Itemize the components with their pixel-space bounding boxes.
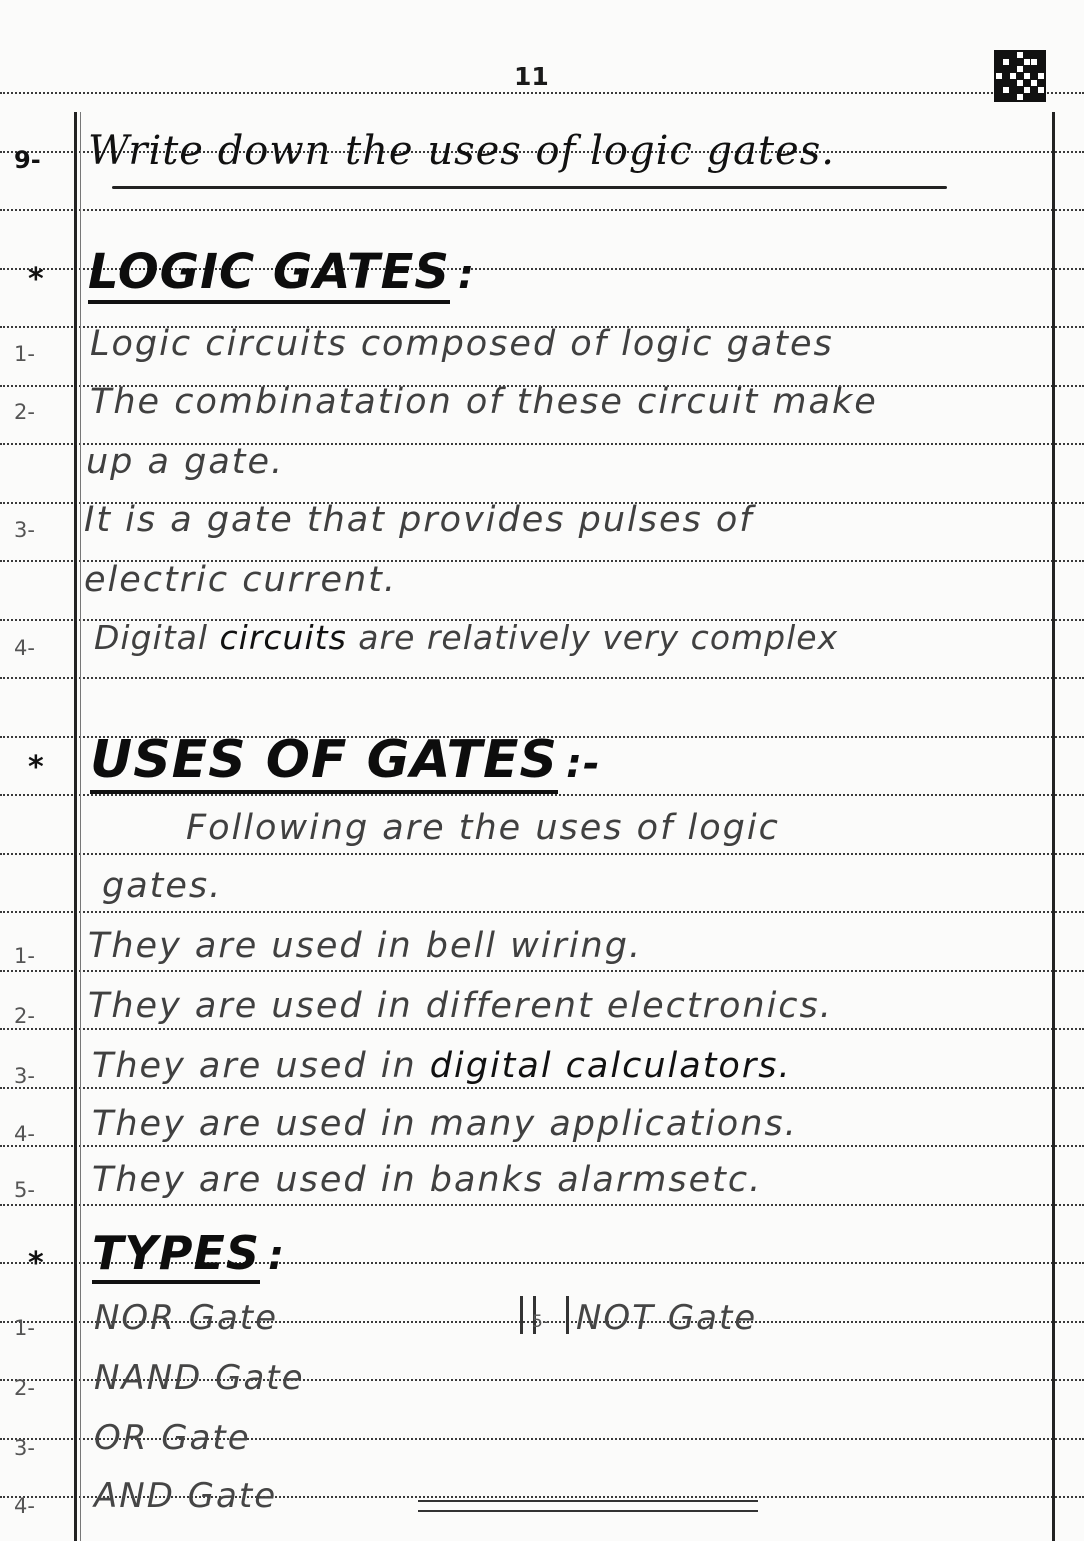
- list-item-text: up a gate.: [86, 442, 285, 482]
- qr-code-icon: [994, 50, 1046, 102]
- gate-type-item: OR Gate: [94, 1418, 251, 1458]
- section-heading-types: TYPES :: [92, 1226, 285, 1280]
- intro-text: Following are the uses of logic: [186, 808, 780, 848]
- intro-text: gates.: [102, 866, 223, 906]
- list-item-text: They are used in banks alarmsetc.: [92, 1160, 763, 1200]
- star-bullet-icon: *: [28, 750, 44, 785]
- list-number: 1-: [14, 1316, 35, 1340]
- list-item-text: Logic circuits composed of logic gates: [90, 324, 834, 364]
- list-item-text: Digital circuits are relatively very complex: [94, 618, 839, 657]
- ruled-line: [0, 209, 1084, 211]
- list-number: 5-: [14, 1178, 35, 1202]
- list-number: 4-: [14, 1122, 35, 1146]
- margin-line-inner: [80, 112, 81, 1541]
- ruled-line: [0, 1028, 1084, 1030]
- list-number: 1-: [14, 944, 35, 968]
- list-number: 1-: [14, 342, 35, 366]
- ruled-line: [0, 677, 1084, 679]
- list-number: 2-: [14, 400, 35, 424]
- ruled-line: [0, 1145, 1084, 1147]
- list-item-text: They are used in digital calculators.: [92, 1046, 792, 1086]
- list-number: 4-: [14, 1494, 35, 1518]
- ruled-line: [0, 1204, 1084, 1206]
- list-item-text: electric current.: [84, 560, 398, 600]
- list-number: 2-: [14, 1376, 35, 1400]
- list-number: 5-: [532, 1312, 549, 1332]
- list-item-text: It is a gate that provides pulses of: [84, 500, 754, 540]
- ruled-line: [0, 794, 1084, 796]
- ruled-line: [0, 1087, 1084, 1089]
- section-heading-uses-of-gates: USES OF GATES :-: [90, 730, 601, 790]
- section-heading-logic-gates: LOGIC GATES :: [88, 244, 475, 300]
- gate-type-item: NOR Gate: [94, 1298, 279, 1338]
- star-bullet-icon: *: [28, 1246, 44, 1281]
- ruled-line: [0, 911, 1084, 913]
- star-bullet-icon: *: [28, 262, 44, 297]
- title-underline: [112, 186, 947, 189]
- ruled-line: [0, 970, 1084, 972]
- list-number: 2-: [14, 1004, 35, 1028]
- gate-type-item: NOT Gate: [576, 1298, 758, 1338]
- margin-line: [74, 112, 77, 1541]
- list-item-text: They are used in different electronics.: [88, 986, 833, 1026]
- list-number: 4-: [14, 636, 35, 660]
- ruled-line: [0, 92, 1084, 94]
- ruled-line: [0, 853, 1084, 855]
- gate-type-item: AND Gate: [94, 1476, 278, 1516]
- question-title: Write down the uses of logic gates.: [88, 128, 835, 174]
- list-number: 3-: [14, 518, 35, 542]
- gate-type-item: NAND Gate: [94, 1358, 305, 1398]
- list-number: 3-: [14, 1064, 35, 1088]
- page-number: 11: [514, 62, 549, 91]
- closing-underline: [418, 1500, 758, 1512]
- right-border-line: [1052, 112, 1055, 1541]
- list-item-text: They are used in many applications.: [92, 1104, 798, 1144]
- question-number: 9-: [14, 146, 41, 174]
- list-item-text: The combinatation of these circuit make: [90, 382, 878, 422]
- list-item-text: They are used in bell wiring.: [88, 926, 643, 966]
- list-number: 3-: [14, 1436, 35, 1460]
